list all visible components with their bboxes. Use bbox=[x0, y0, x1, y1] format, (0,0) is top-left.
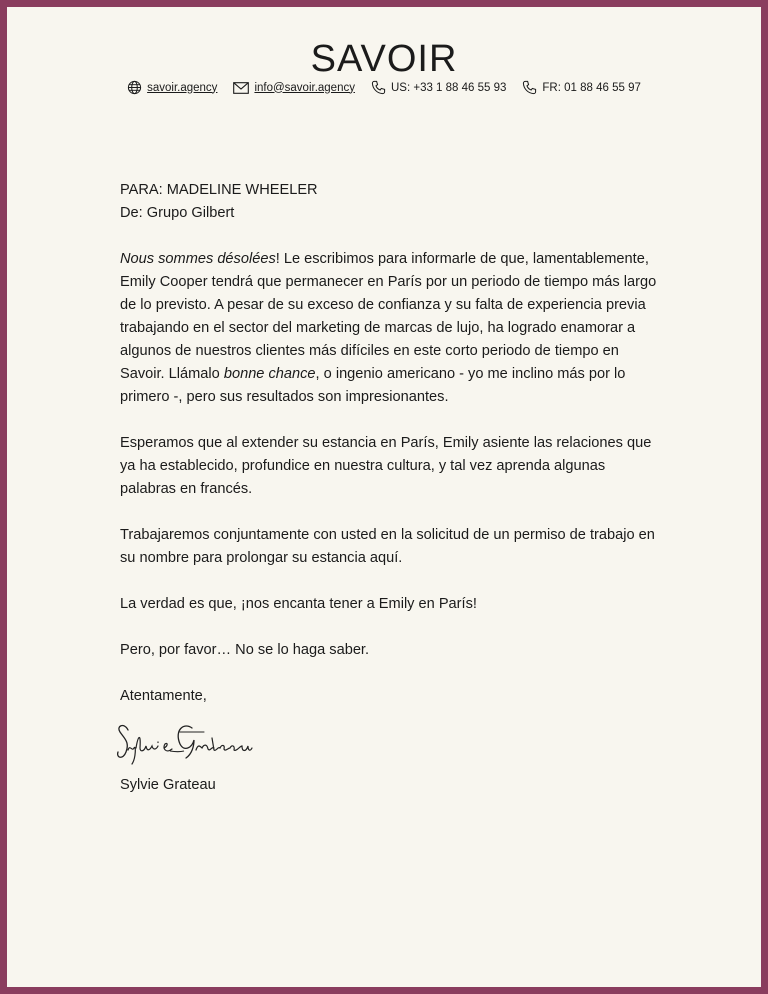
contact-bar bbox=[7, 80, 761, 95]
paragraph-4: La verdad es que, ¡nos encanta tener a Emily en París! bbox=[120, 596, 477, 612]
letter-body bbox=[120, 179, 665, 820]
letter-page bbox=[7, 7, 761, 987]
phone-us-text: US: +33 1 88 46 55 93 bbox=[390, 81, 507, 94]
handwritten-signature bbox=[114, 718, 665, 766]
phone-icon bbox=[522, 80, 537, 95]
envelope-icon bbox=[233, 82, 249, 94]
paragraph-5: Pero, por favor… No se lo haga saber. bbox=[120, 642, 370, 658]
italic-phrase: bonne chance bbox=[223, 366, 316, 382]
recipient-line: PARA: MADELINE WHEELER bbox=[120, 182, 318, 198]
paragraph-2: Esperamos que al extender su estancia en París, Emily asiente las relaciones que ya ha establecido, profundice en nuestra cultura, y tal vez aprenda algunas palabras en francés. bbox=[120, 435, 652, 497]
letter-header bbox=[120, 179, 665, 225]
paragraph-1-text: ! Le escribimos para informarle de que, lamentablemente, Emily Cooper tendrá que permanecer en París por un periodo de tiempo más largo de lo previsto. A pesar de su exceso de confianza y su falta de experiencia previa trabajando en el sector del marketing de marcas de lujo, ha logrado enamorar a algunos de nuestros clientes más difíciles en este corto periodo de tiempo en Savoir. Llámalo bbox=[120, 251, 657, 382]
signer-name: Sylvie Grateau bbox=[120, 777, 216, 793]
contact-email[interactable] bbox=[233, 82, 355, 94]
phone-icon bbox=[371, 80, 386, 95]
paragraph-1-end: , o ingenio americano - yo me inclino más por lo primero -, pero sus resultados son impresionantes. bbox=[120, 366, 626, 405]
phone-fr-text: FR: 01 88 46 55 97 bbox=[542, 81, 641, 94]
contact-website[interactable] bbox=[127, 80, 217, 95]
paragraph-1 bbox=[120, 248, 665, 409]
paragraph-3: Trabajaremos conjuntamente con usted en la solicitud de un permiso de trabajo en su nombre para prolongar su estancia aquí. bbox=[120, 527, 655, 566]
sender-line: De: Grupo Gilbert bbox=[120, 205, 235, 221]
closing: Atentamente, bbox=[120, 688, 207, 704]
contact-phone-fr[interactable] bbox=[522, 80, 640, 95]
website-link[interactable]: savoir.agency bbox=[147, 81, 218, 94]
savoir-logo: SAVOIR bbox=[310, 38, 458, 80]
contact-phone-us[interactable] bbox=[371, 80, 506, 95]
italic-phrase: Nous sommes désolées bbox=[120, 251, 276, 267]
email-link[interactable]: info@savoir.agency bbox=[254, 81, 355, 94]
globe-icon bbox=[127, 80, 142, 95]
